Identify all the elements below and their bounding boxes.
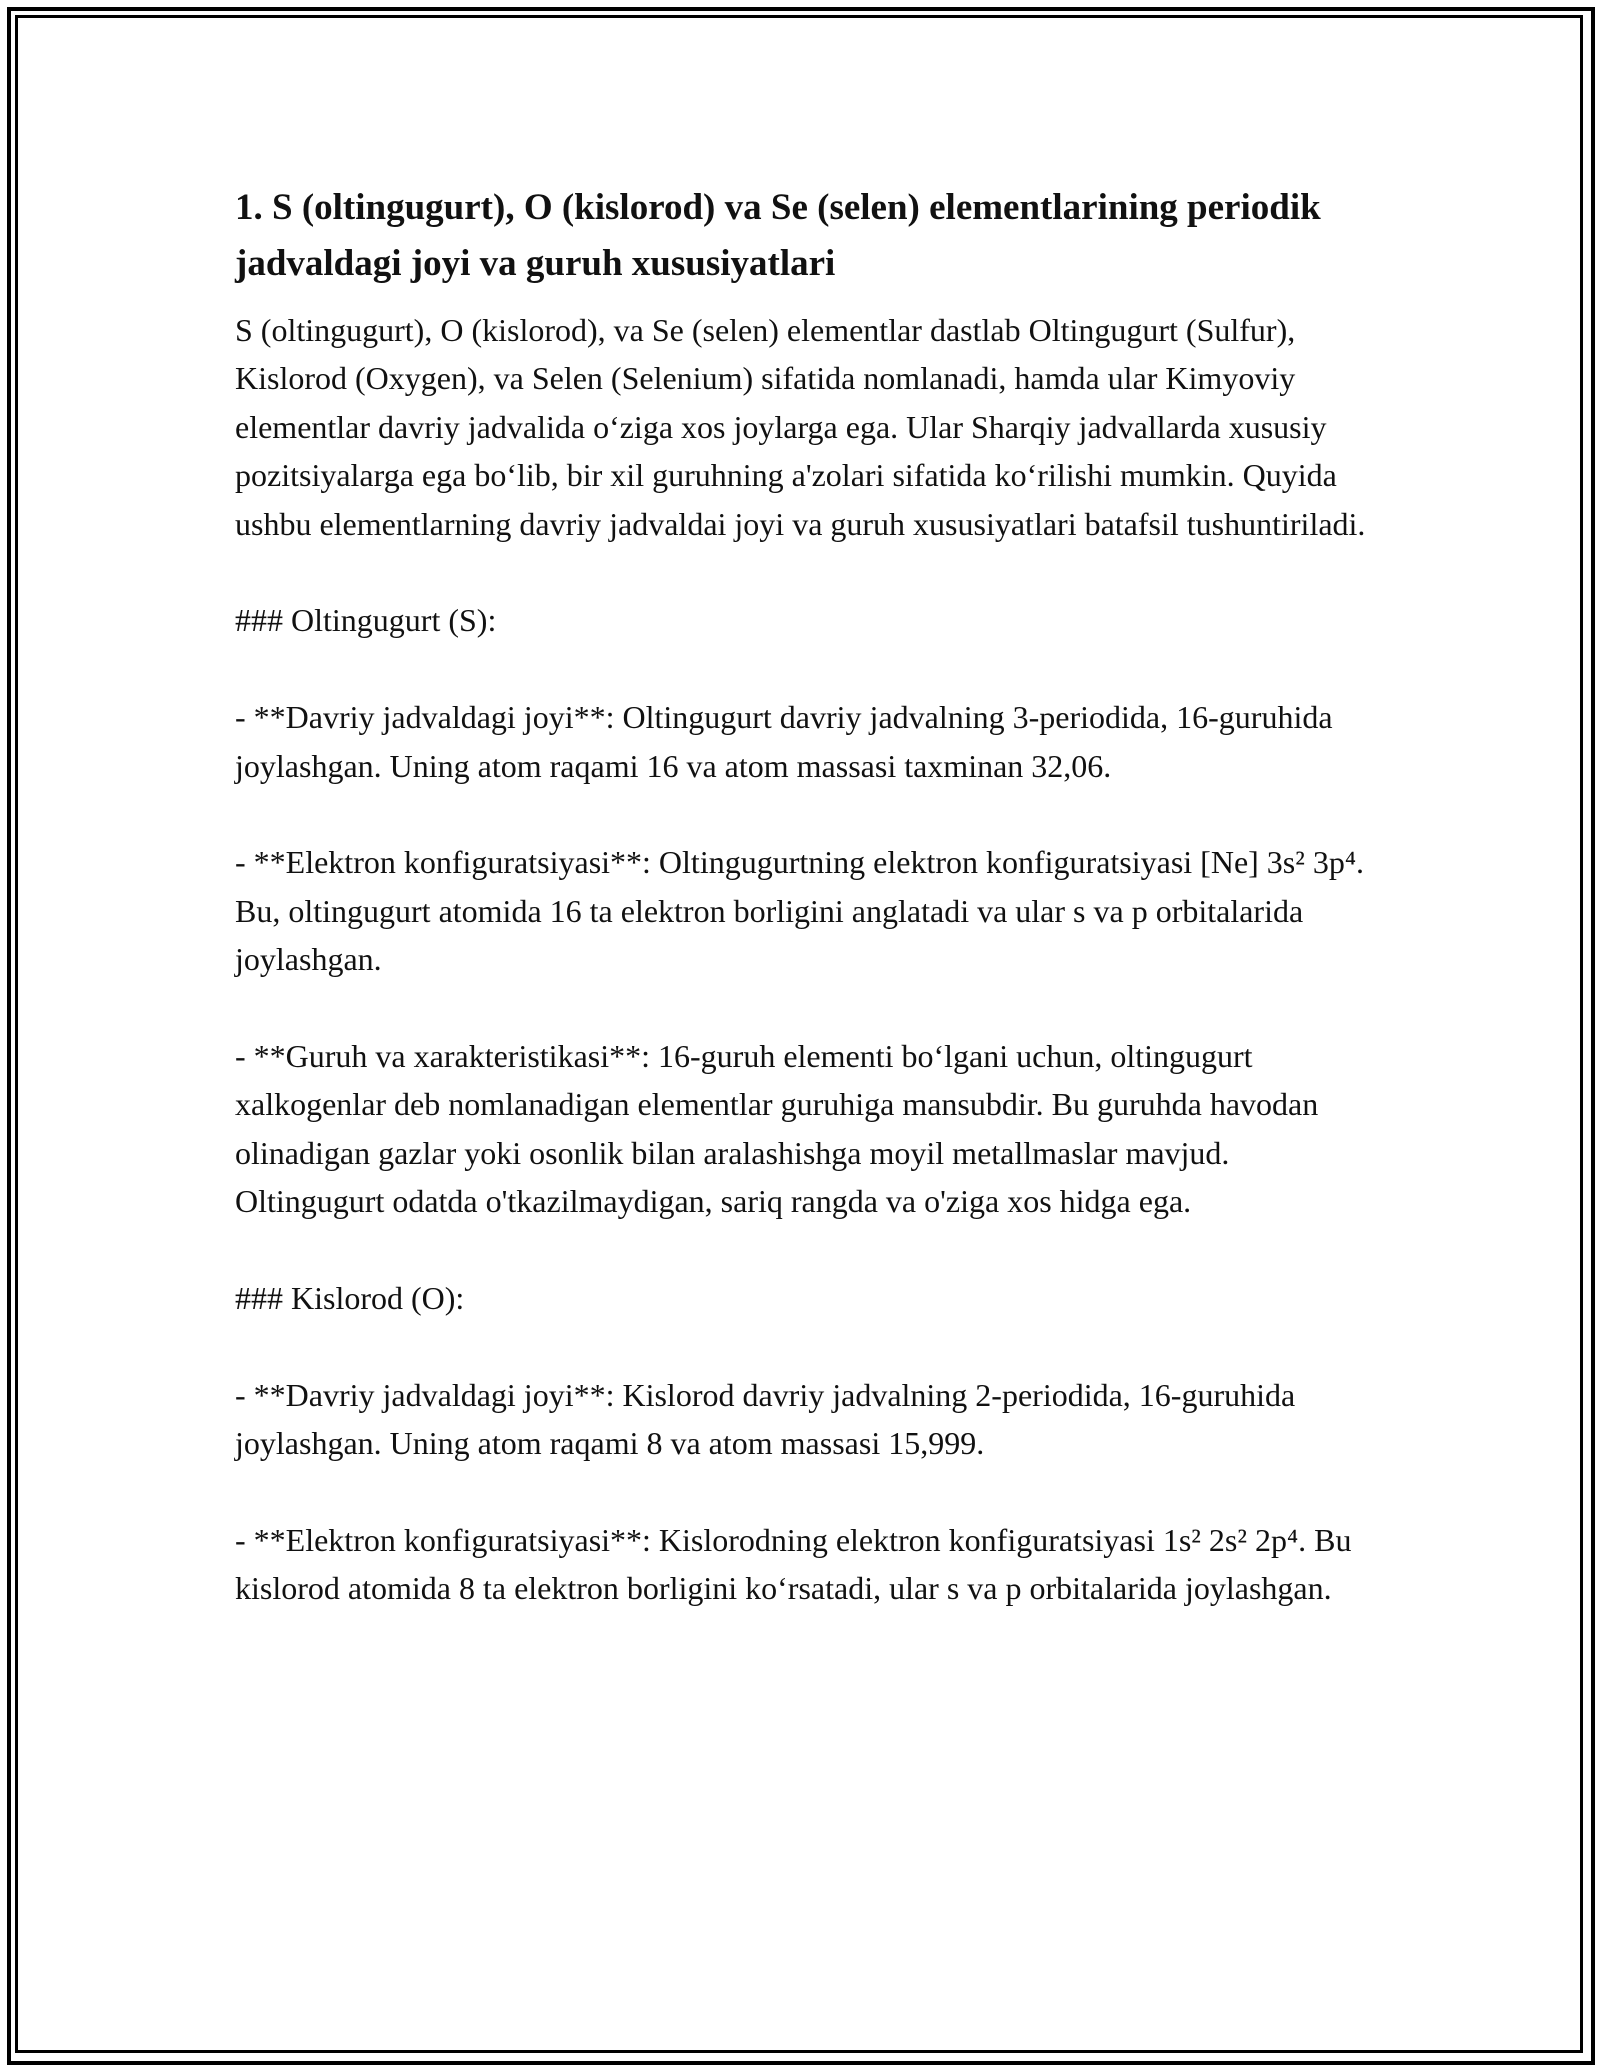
sulfur-config-item: - **Elektron konfiguratsiyasi**: Oltingugurtning elektron konfiguratsiyasi [Ne] 3s² 3p⁴. Bu, oltingugurt atomida 16 ta elektron borligini anglatadi va ular s va p orbitalarida joylashgan. [235,844,1364,978]
oxygen-position-item: - **Davriy jadvaldagi joyi**: Kislorod davriy jadvalning 2-periodida, 16-guruhida joylashgan. Uning atom raqami 8 va atom massasi 15,999. [235,1376,1296,1462]
sulfur-group-item: - **Guruh va xarakteristikasi**: 16-guruh elementi bo‘lgani uchun, oltingugurt xalkogenlar deb nomlanadigan elementlar guruhiga mansubdir. Bu guruhda havodan olinadigan gazlar yoki osonlik bilan aralashishga moyil metallmaslar mavjud. Oltingugurt odatda o'tkazilmaydigan, sariq rangda va o'ziga xos hidga ega. [235,1038,1319,1220]
paragraph-gap [235,1468,1375,1516]
document-title: 1. S (oltingugurt), O (kislorod) va Se (selen) elementlarining periodik jadvaldagi joyi va guruh xususiyatlari [235,187,1321,284]
paragraph-gap [235,645,1375,693]
paragraph-gap [235,984,1375,1032]
sulfur-heading: ### Oltingugurt (S): [235,602,497,639]
paragraph-gap [235,1226,1375,1274]
paragraph-gap [235,1322,1375,1370]
document-body [235,180,1375,1613]
oxygen-config-item: - **Elektron konfiguratsiyasi**: Kislorodning elektron konfiguratsiyasi 1s² 2s² 2p⁴. Bu kislorod atomida 8 ta elektron borligini ko‘rsatadi, ular s va p orbitalarida joylashgan. [235,1522,1352,1607]
sulfur-position-item: - **Davriy jadvaldagi joyi**: Oltingugurt davriy jadvalning 3-periodida, 16-guruhida joylashgan. Uning atom raqami 16 va atom massasi taxminan 32,06. [235,699,1333,784]
paragraph-gap [235,790,1375,838]
oxygen-heading: ### Kislorod (O): [235,1280,465,1317]
paragraph-gap [235,548,1375,596]
intro-paragraph: S (oltingugurt), O (kislorod), va Se (selen) elementlar dastlab Oltingugurt (Sulfur), Kislorod (Oxygen), va Selen (Selenium) sifatida nomlanadi, hamda ular Kimyoviy elementlar davriy jadvalida o‘ziga xos joylarga ega. Ular Sharqiy jadvallarda xususiy pozitsiyalarga ega bo‘lib, bir xil guruhning a'zolari sifatida ko‘rilishi mumkin. Quyida ushbu elementlarning davriy jadvaldai joyi va guruh xususiyatlari batafsil tushuntiriladi. [235,312,1366,542]
